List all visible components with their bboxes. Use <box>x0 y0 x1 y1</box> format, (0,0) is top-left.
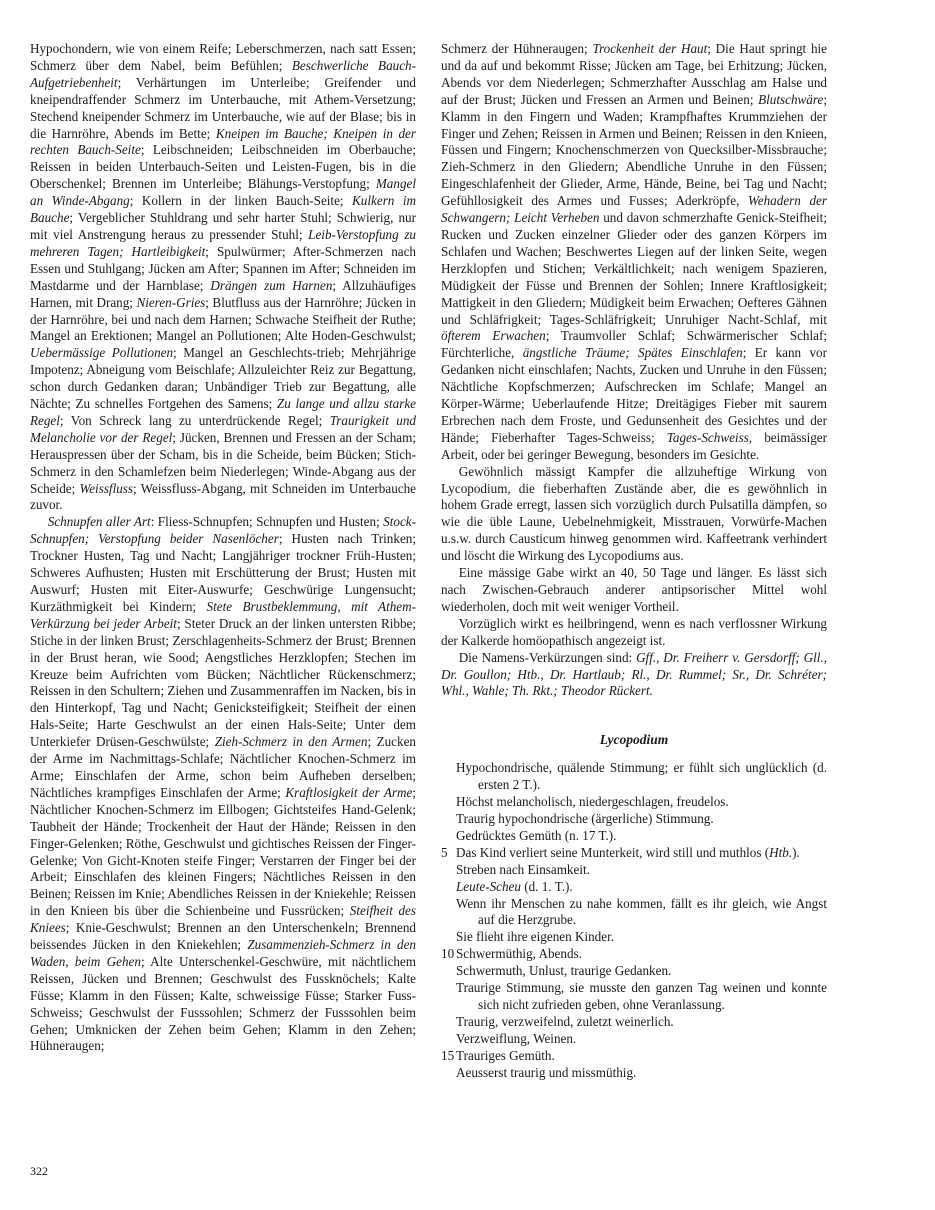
text-run: Hypochondrische, quälende Stimmung; er fühlt sich unglücklich (d. ersten 2 T.). <box>456 760 827 793</box>
symptom-item <box>441 896 827 930</box>
symptom-item <box>441 946 827 963</box>
symptom-number: 10 <box>441 946 455 962</box>
text-run: ). <box>792 844 800 860</box>
symptom-item <box>441 1065 827 1082</box>
text-run: Traurige Stimmung, sie musste den ganzen Tag weinen und konnte sich nicht zufrieden geben, ohne Veranlassung. <box>456 980 827 1012</box>
text-run: ; Alte Unterschenkel-Geschwüre, mit nächtlichem Reissen, Jücken und Brennen; Geschwulst des Fussknöchels; Kalte Füsse; Klamm in den Füssen; Kalte, schweissige Füsse; Starker Fuss-Schweiss; Geschwulst der Fusssohlen; Schmerz der Fusssohlen beim Gehen; Umknicken der Zehen beim Gehen; Klamm in den Zehen; Hühneraugen; <box>30 953 416 1054</box>
text-run: ; Die Haut springt hie und da auf und bekommt Risse; Jücken am Tage, bei Erhitzung; Jücken, Abends vor dem Niederlegen; Schmerzhafter Ausschlag am Halse und auf der Brust; Jücken und Fressen an Armen und Beinen; <box>441 41 827 107</box>
italic-text: Uebermässige Pollutionen <box>30 345 174 361</box>
section-title: Lycopodium <box>599 732 669 748</box>
italic-text: Kulkern im Bauche <box>30 193 416 226</box>
text-run: ; Kollern in der linken Bauch-Seite; <box>129 193 353 209</box>
italic-text: Wehadern der Schwangern; Leicht Verheben <box>441 193 827 226</box>
paragraph <box>441 616 827 650</box>
text-run: : Fliess-Schnupfen; Schnupfen und Husten; <box>150 514 384 530</box>
italic-text: Kraftlosigkeit der Arme <box>285 784 413 800</box>
symptom-item <box>441 828 827 845</box>
italic-text: Beschwerliche Bauch-Aufgetriebenheit <box>30 57 416 90</box>
italic-text: Gff., Dr. Freiherr v. Gersdorff; Gll., Dr. Goullon; Htb., Dr. Hartlaub; Rl., Dr. Rummel; Sr., Dr. Schréter; Whl., Wahle; Th. Rkt.; Theodor Rückert. <box>441 649 827 699</box>
text-run: Höchst melancholisch, niedergeschlagen, freudelos. <box>456 794 729 810</box>
text-run: Vorzüglich wirkt es heilbringend, wenn es nach verflossner Wirkung der Kalkerde homöopathisch angezeigt ist. <box>441 615 827 648</box>
text-run: Aeusserst traurig und missmüthig. <box>456 1064 637 1080</box>
text-run: ; Knie-Geschwulst; Brennen an den Unterschenkeln; Brennend beissendes Jücken in den Kniekehlen; <box>30 920 416 953</box>
symptom-item <box>441 879 827 896</box>
italic-text: Schnupfen aller Art <box>47 514 151 530</box>
symptom-item <box>441 1014 827 1031</box>
paragraph <box>441 464 827 565</box>
symptom-item <box>441 845 827 862</box>
text-run: ; Klamm in den Fingern und Waden; Krampfhaftes Krummziehen der Finger und Zehen; Reissen in Armen und Beinen; Reissen in den Knieen, Füssen und Fingern; Knochenschmerzen von Quecksilber-Missbrauche; Zieh-Schmerz in den Gliedern; Abendliche Unruhe in den Füssen; Eingeschlafenheit der Glieder, Arme, Hände, Beine, bei Tag und Nacht; Gefühllosigkeit des Armes und Fusses; Aderkröpfe, <box>441 91 827 209</box>
symptom-item <box>441 963 827 980</box>
text-run: Eine mässige Gabe wirkt an 40, 50 Tage und länger. Es lässt sich nach Zwischen-Gebrauch anderer antipsorischer Mittel wohl wiederholen, doch mit weit weniger Vortheil. <box>441 565 827 614</box>
text-run: ; Mangel an Geschlechts-trieb; Mehrjährige Impotenz; Abneigung vom Beischlafe; Allzuleichter Reiz zur Begattung, schon durch Gedanken daran; Unbändiger Trieb zur Begattung, alle Nächte; Zu schnelles Fortgehen des Samens; <box>30 345 416 412</box>
italic-text: Leute-Scheu <box>456 878 521 894</box>
text-run: ; Steter Druck an der linken untersten Ribbe; Stiche in der linken Brust; Zerschlagenheits-Schmerz der Brust; Brennen in der Brust heran, wie Sood; Aengstliches Herzklopfen; Stechen im Kreuze beim Aufrichten vom Bücken; Nächtlicher Rückenschmerz; Reissen in den Schultern; Ziehen und Zusammenraffen im Nacken, bis in den Hinterkopf, Tag und Nacht; Genicksteifigkeit; Steifheit der einen Hals-Seite; Harte Geschwulst an der einen Hals-Seite; Unter dem Unterkiefer Drüsen-Geschwülste; <box>30 615 416 750</box>
page-number: 322 <box>30 1164 48 1178</box>
text-run: ; Verhärtungen im Unterleibe; Greifender und kneipendraffender Schmerz im Unterbauche, mit Athem-Versetzung; Stechend kneipender Schmerz im Unterbauche, wie auf der Blase; bis in die Harnröhre, Abends im Bette; <box>30 74 416 141</box>
text-run: ; Er kann vor Gedanken nicht einschlafen; Nachts, Zucken und Unruhe in den Füssen; Nächtliche Kopfschmerzen; Aufschrecken im Schlafe; Mangel an Körper-Wärme; Ueberlaufende Hitze; Dreitägiges Fieber mit saurem Erbrechen nach dem Froste, und Gedunsenheit des Gesichtes und der Hände; Fieberhafter Tages-Schweiss; <box>441 345 827 445</box>
italic-text: Nieren-Gries <box>136 294 206 310</box>
text-run: Sie flieht ihre eigenen Kinder. <box>456 929 615 945</box>
right-column-paragraphs <box>441 41 827 700</box>
italic-text: Stock-Schnupfen; Verstopfung beider Nasenlöcher <box>30 514 416 547</box>
text-run: Gewöhnlich mässigt Kampfer die allzuheftige Wirkung von Lycopodium, die fieberhaften Zustände aber, die es gewöhnlich in hohem Grade erregt, lassen sich vorzüglich durch Pulsatilla dämpfen, so wie die üble Laune, Uebelnehmigkeit, Misstrauen, Vorwürfe-Machen u.s.w. durch Causticum hinweg genommen wird. Kaffeetrank verhindert und löscht die Wirkung des Lycopodiums aus. <box>441 463 827 564</box>
text-run: Trauriges Gemüth. <box>456 1047 555 1063</box>
italic-text: Steifheit des Kniees <box>30 903 416 936</box>
text-run: Schmerz der Hühneraugen; <box>441 41 593 56</box>
text-run: Traurig hypochondrische (ärgerliche) Stimmung. <box>456 810 714 826</box>
italic-text: Stete Brustbeklemmung, mit Athem-Verkürzung bei jeder Arbeit <box>30 598 416 631</box>
text-run: (d. 1. T.). <box>520 878 573 894</box>
paragraph <box>30 514 416 1055</box>
text-run: Verzweiflung, Weinen. <box>456 1030 577 1046</box>
symptom-item <box>441 980 827 1014</box>
italic-text: öfterem Erwachen <box>441 328 546 344</box>
symptom-number: 15 <box>441 1047 455 1063</box>
text-run: ; Leibschneiden; Leibschneiden im Oberbauche; Reissen in beiden Unterbauch-Seiten und Leisten-Fugen, bis in die Oberschenkel; Brennen im Unterleibe; Blähungs-Verstopfung; <box>30 142 416 192</box>
paragraph <box>30 41 416 514</box>
text-run: ; Blutfluss aus der Harnröhre; Jücken in der Harnröhre, bei und nach dem Harnen; Schwache Steifheit der Ruthe; Mangel an Erektionen; Mangel an Pollutionen; Alte Hoden-Geschwulst; <box>30 294 416 344</box>
symptom-item <box>441 862 827 879</box>
text-run: und davon schmerzhafte Genick-Steifheit; Rucken und Zucken einzelner Glieder oder des ganzen Körpers im Schlafen und Wachen; Beschwertes Liegen auf der linken Seite, wegen Herzklopfen und Stichen; Verkältlichkeit; nach wenigem Spazieren, Müdigkeit der Füsse und Brennen der Sohlen; Innere Kraftlosigkeit; Mattigkeit in den Gliedern; Müdigkeit beim Erwachen; Oefteres Gähnen und Schläfrigkeit; Tages-Schläfrigkeit; Unruhiger Nacht-Schlaf, mit <box>441 210 827 327</box>
text-run: ; Weissfluss-Abgang, mit Schneiden im Unterbauche zuvor. <box>30 480 416 513</box>
text-run: Hypochondern, wie von einem Reife; Leberschmerzen, nach satt Essen; Schmerz über dem Nabel, beim Befühlen; <box>30 41 416 73</box>
symptom-item <box>441 760 827 794</box>
symptom-item <box>441 929 827 946</box>
italic-text: Trockenheit der Haut <box>592 41 708 56</box>
italic-text: Zieh-Schmerz in den Armen <box>214 734 368 750</box>
italic-text: Drängen zum Harnen <box>210 277 333 293</box>
text-run: Wenn ihr Menschen zu nahe kommen, fällt es ihr gleich, wie Angst auf die Herzgrube. <box>456 895 827 928</box>
paragraph <box>441 41 827 464</box>
text-run: Schwermüthig, Abends. <box>456 946 582 962</box>
italic-text: Leib-Verstopfung zu mehreren Tagen; Hartleibigkeit <box>30 226 416 259</box>
text-run: Streben nach Einsamkeit. <box>456 861 590 877</box>
italic-text: Zusammenzieh-Schmerz in den Waden, beim Gehen <box>30 937 416 969</box>
text-run: ; Husten nach Trinken; Trockner Husten, Tag und Nacht; Langjähriger trockner Früh-Husten; Schweres Aufhusten; Husten mit Erschütterung der Brust; Husten mit Auswurf; Husten mit Eiter-Auswurfe; Geschwürige Lungensucht; Kurzäthmigkeit bei Kindern; <box>30 531 416 614</box>
text-run: Schwermuth, Unlust, traurige Gedanken. <box>456 963 672 979</box>
symptom-list <box>441 760 827 1081</box>
text-run: Die Namens-Verkürzungen sind: <box>458 649 637 665</box>
italic-text: Kneipen im Bauche; Kneipen in der rechten Bauch-Seite <box>30 125 417 158</box>
symptom-item <box>441 794 827 811</box>
symptom-number: 5 <box>441 844 448 860</box>
text-run: ; Zucken der Arme im Nachmittags-Schlafe; Nächtlicher Knochen-Schmerz im Arme; Einschlafen der Arme, schon beim Aufheben derselben; Nächtliches krampfiges Einschlafen der Arme; <box>30 734 416 800</box>
italic-text: Blutschwäre <box>758 91 824 107</box>
text-run: Gedrücktes Gemüth (n. 17 T.). <box>456 827 617 843</box>
text-run: ; Jücken, Brennen und Fressen an der Scham; Herauspressen über der Scham, bis in die Scheide, beim Bücken; Stich-Schmerz in den Schamlefzen beim Niederlegen; Winde-Abgang aus der Scheide; <box>30 429 416 496</box>
paragraph <box>441 565 827 616</box>
text-run: ; Vergeblicher Stuhldrang und sehr harter Stuhl; Schwierig, nur mit viel Anstrengung heraus zu pressender Stuhl; <box>30 210 416 242</box>
left-column <box>30 41 416 1055</box>
symptom-item <box>441 811 827 828</box>
symptom-item <box>441 1048 827 1065</box>
italic-text: Traurigkeit und Melancholie vor der Regel <box>30 412 416 445</box>
text-run: ; Spulwürmer; After-Schmerzen nach Essen und Stuhlgang; Jücken am After; Spannen im After; Schneiden im Mastdarme und der Harnblase; <box>30 243 417 293</box>
italic-text: Weissfluss <box>79 480 134 496</box>
italic-text: ängstliche Träume; Spätes Einschlafen <box>522 345 743 361</box>
text-run: , beimässiger Arbeit, oder bei geringer Bewegung, besonders im Gesichte. <box>441 429 827 462</box>
text-run: ; Nächtlicher Knochen-Schmerz im Ellbogen; Gichtsteifes Hand-Gelenk; Taubheit der Hände; Trockenheit der Haut der Hände; Reissen in den Finger-Gelenken; Röthe, Geschwulst und gichtisches Reissen der Finger-Gelenke; Von Gicht-Knoten steife Finger; Verstarren der Finger bei der Arbeit; Einschlafen des kleinen Fingers; Nächtliches Reissen in den Beinen; Reissen im Knie; Abendliches Reissen in der Kniekehle; Reissen in den Knieen bis über die Schienbeine und Fussrücken; <box>30 784 416 919</box>
italic-text: Mangel an Winde-Abgang <box>30 176 416 209</box>
italic-text: Tages-Schweiss <box>666 429 749 445</box>
italic-text: Htb. <box>769 844 793 860</box>
text-run: Traurig, verzweifelnd, zuletzt weinerlich. <box>456 1013 674 1029</box>
right-column <box>441 41 827 1081</box>
symptom-item <box>441 1031 827 1048</box>
paragraph <box>441 650 827 701</box>
text-run: Das Kind verliert seine Munterkeit, wird still und muthlos ( <box>456 844 770 860</box>
text-run: ; Von Schreck lang zu unterdrückende Regel; <box>59 412 330 428</box>
italic-text: Zu lange und allzu starke Regel <box>30 396 416 428</box>
text-run: ; Allzuhäufiges Harnen, mit Drang; <box>30 277 416 310</box>
text-run: ; Traumvoller Schlaf; Schwärmerischer Schlaf; Fürchterliche, <box>441 328 827 361</box>
